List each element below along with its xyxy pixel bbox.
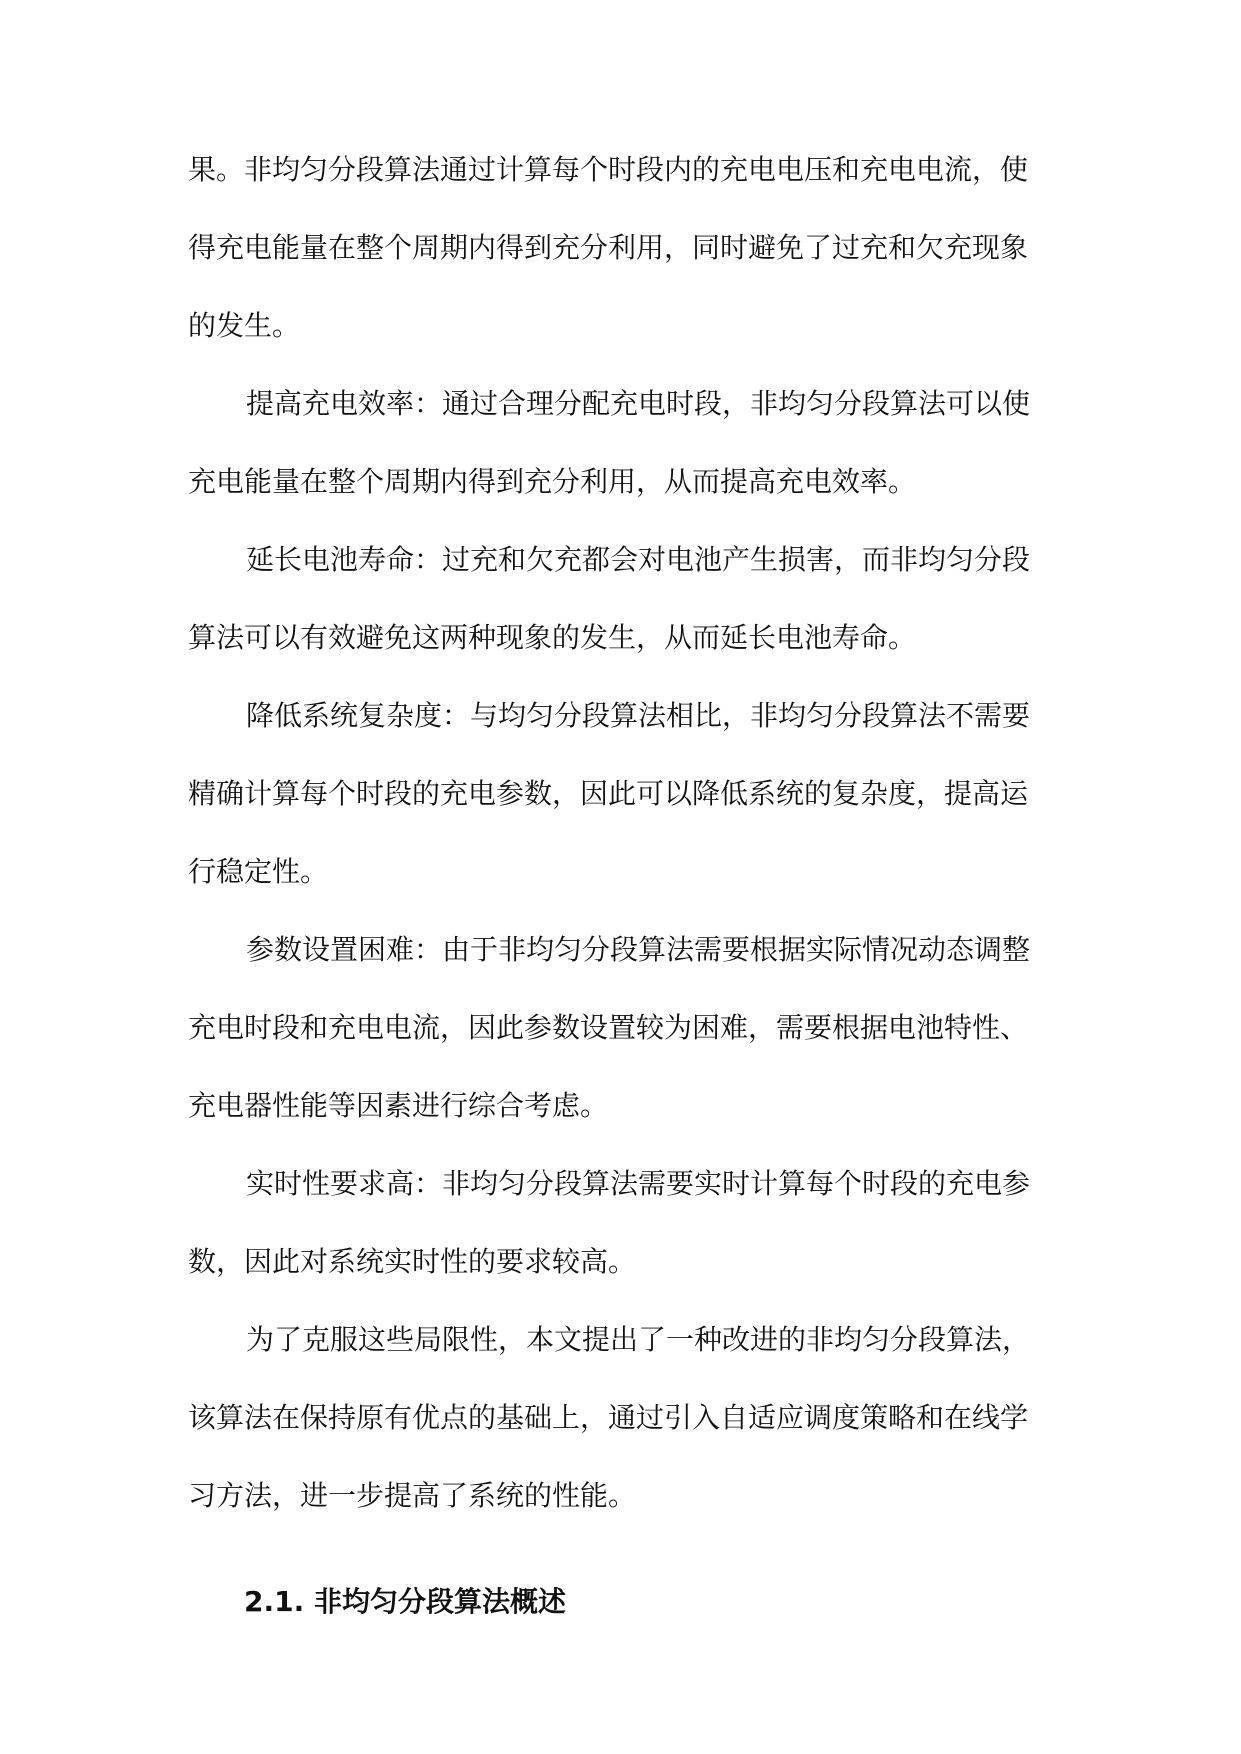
text-line: 习方法，进一步提高了系统的性能。 [188,1479,637,1512]
text-line: 充电时段和充电电流，因此参数设置较为困难，需要根据电池特性、 [188,1011,1029,1044]
text-line: 延长电池寿命：过充和欠充都会对电池产生损害，而非均匀分段 [246,543,1031,576]
text-line: 实时性要求高：非均匀分段算法需要实时计算每个时段的充电参 [246,1167,1031,1200]
document-body [188,131,1056,1641]
text-line: 提高充电效率：通过合理分配充电时段，非均匀分段算法可以使 [246,387,1031,420]
text-line: 精确计算每个时段的充电参数，因此可以降低系统的复杂度，提高运 [188,777,1029,810]
text-line: 该算法在保持原有优点的基础上，通过引入自适应调度策略和在线学 [188,1401,1029,1434]
text-line: 充电能量在整个周期内得到充分利用，从而提高充电效率。 [188,465,917,498]
text-line: 行稳定性。 [188,855,329,888]
text-line: 降低系统复杂度：与均匀分段算法相比，非均匀分段算法不需要 [246,699,1031,732]
section-heading: 2.1. 非均匀分段算法概述 [244,1585,566,1618]
text-line: 得充电能量在整个周期内得到充分利用，同时避免了过充和欠充现象 [188,231,1029,264]
text-line: 果。非均匀分段算法通过计算每个时段内的充电电压和充电电流，使 [188,153,1029,186]
text-line: 参数设置困难：由于非均匀分段算法需要根据实际情况动态调整 [246,933,1031,966]
text-line: 数，因此对系统实时性的要求较高。 [188,1245,637,1278]
text-line: 充电器性能等因素进行综合考虑。 [188,1089,609,1122]
text-line: 为了克服这些局限性，本文提出了一种改进的非均匀分段算法， [246,1323,1031,1356]
text-line: 的发生。 [188,309,301,342]
text-line: 算法可以有效避免这两种现象的发生，从而延长电池寿命。 [188,621,917,654]
